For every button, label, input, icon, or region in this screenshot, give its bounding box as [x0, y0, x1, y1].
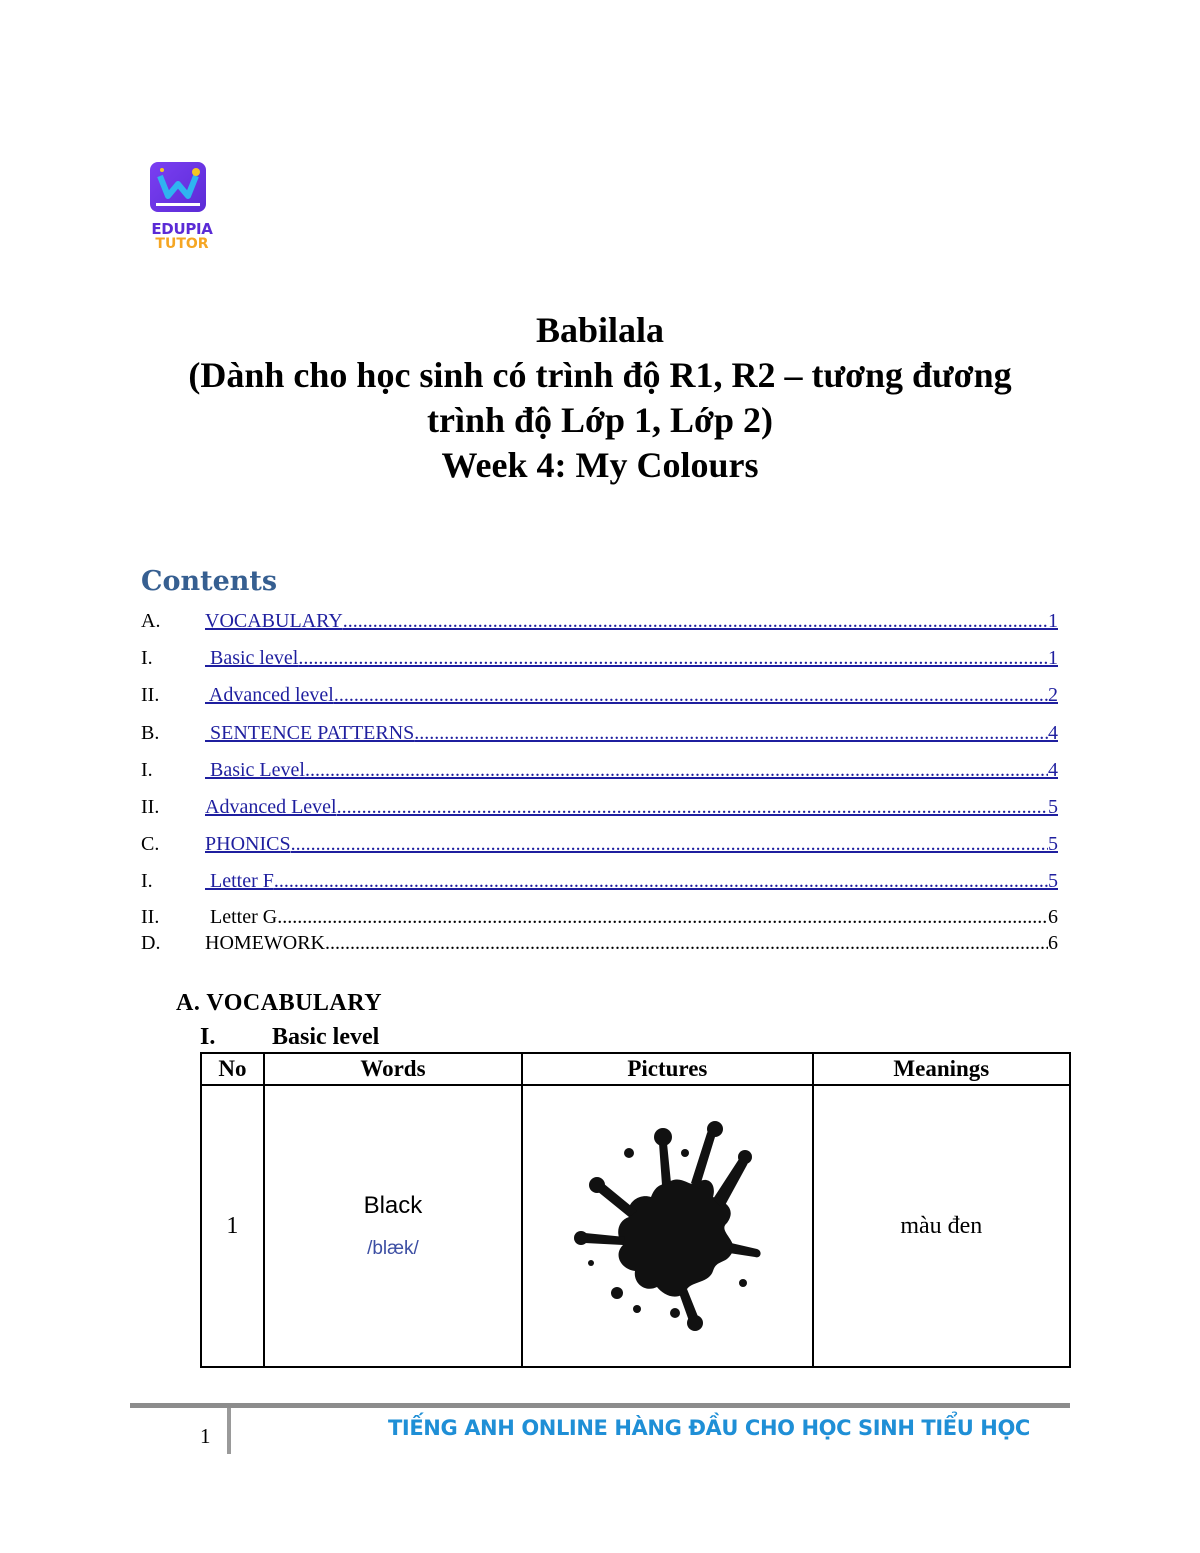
header-words: Words [264, 1053, 522, 1085]
footer-vertical-divider [227, 1408, 231, 1454]
header-no: No [201, 1053, 264, 1085]
title-line-4: Week 4: My Colours [441, 445, 759, 485]
toc-item-number: A. [141, 610, 161, 632]
toc-leader [277, 906, 1048, 929]
toc-item-page: 1 [1048, 610, 1058, 632]
title-line-2: (Dành cho học sinh có trình độ R1, R2 – tương đương [188, 355, 1012, 395]
toc-item-page: 5 [1048, 870, 1058, 892]
word-ipa: /blæk/ [367, 1238, 419, 1259]
toc-item[interactable] [141, 870, 1058, 896]
toc-leader [337, 796, 1048, 819]
toc-item-link[interactable] [205, 833, 1058, 856]
toc-item[interactable] [141, 796, 1058, 822]
toc-item-page: 5 [1048, 796, 1058, 818]
toc-item-number: I. [141, 759, 153, 781]
toc-item-label: Basic level [205, 647, 299, 669]
toc-item[interactable] [141, 906, 1058, 932]
toc-item[interactable] [141, 759, 1058, 785]
toc-item-page: 4 [1048, 722, 1058, 744]
toc-item-label: Letter F [205, 870, 274, 892]
toc-item-label: Advanced level [205, 684, 334, 706]
toc-leader [325, 932, 1048, 955]
page-number: 1 [200, 1424, 211, 1448]
toc-item-link[interactable] [205, 796, 1058, 819]
subsection-heading-basic-level [200, 1024, 379, 1051]
toc-item-number: D. [141, 932, 161, 954]
toc-leader [334, 684, 1048, 707]
toc-leader [305, 759, 1048, 782]
contents-heading: Contents [141, 566, 278, 597]
toc-item-link[interactable] [205, 647, 1058, 670]
footer-slogan: TIẾNG ANH ONLINE HÀNG ĐẦU CHO HỌC SINH TIỂU HỌC [388, 1416, 1030, 1440]
title-line-3: trình độ Lớp 1, Lớp 2) [427, 400, 773, 440]
toc-item-link[interactable] [205, 610, 1058, 633]
toc-item[interactable] [141, 647, 1058, 673]
cell-no: 1 [201, 1085, 264, 1367]
toc-item-page: 2 [1048, 684, 1058, 706]
toc-leader [414, 722, 1048, 745]
header-meanings: Meanings [813, 1053, 1070, 1085]
toc-item-number: II. [141, 684, 160, 706]
toc-item-link[interactable] [205, 906, 1058, 929]
toc-item-label: HOMEWORK [205, 932, 325, 954]
toc-item-link[interactable] [205, 684, 1058, 707]
toc-item[interactable] [141, 722, 1058, 748]
document-title [100, 308, 1100, 488]
table-row [201, 1085, 1070, 1367]
word-text: Black [363, 1192, 423, 1219]
toc-leader [274, 870, 1048, 893]
toc-item[interactable] [141, 932, 1058, 958]
toc-item-page: 4 [1048, 759, 1058, 781]
subsection-title: Basic level [272, 1024, 380, 1050]
toc-item-number: I. [141, 647, 153, 669]
toc-item[interactable] [141, 684, 1058, 710]
subsection-number: I. [200, 1024, 216, 1050]
toc-item-link[interactable] [205, 870, 1058, 893]
toc-item[interactable] [141, 833, 1058, 859]
black-ink-splash-image [567, 1113, 767, 1333]
toc-item-label: Basic Level [205, 759, 305, 781]
toc-item-label: VOCABULARY [205, 610, 343, 632]
toc-item-page: 5 [1048, 833, 1058, 855]
toc-item-number: II. [141, 906, 160, 928]
toc-item-link[interactable] [205, 722, 1058, 745]
toc-item-number: II. [141, 796, 160, 818]
footer-divider [130, 1403, 1070, 1408]
toc-leader [298, 647, 1048, 670]
toc-item-link[interactable] [205, 932, 1058, 955]
toc-item-number: C. [141, 833, 160, 855]
logo-book-icon [150, 162, 206, 212]
table-header-row [201, 1053, 1070, 1085]
toc-item-label: Advanced Level [205, 796, 337, 818]
toc-leader [291, 833, 1048, 856]
cell-picture [522, 1085, 813, 1367]
header-pictures: Pictures [522, 1053, 813, 1085]
toc-item[interactable] [141, 610, 1058, 636]
title-line-1: Babilala [535, 310, 665, 350]
toc-item-link[interactable] [205, 759, 1058, 782]
toc-leader [343, 610, 1048, 633]
toc-item-page: 6 [1048, 906, 1058, 928]
cell-word [264, 1085, 522, 1367]
toc-item-number: B. [141, 722, 160, 744]
section-heading-vocabulary: A. VOCABULARY [176, 990, 383, 1016]
toc-item-label: Letter G [205, 906, 278, 928]
logo-text-edupia: EDUPIA [151, 220, 213, 238]
toc-item-number: I. [141, 870, 153, 892]
toc-item-label: PHONICS [205, 833, 291, 855]
toc-item-page: 6 [1048, 932, 1058, 954]
logo-text-tutor: TUTOR [155, 236, 209, 252]
edupia-tutor-logo [146, 158, 218, 258]
cell-meaning: màu đen [813, 1085, 1070, 1367]
toc-item-page: 1 [1048, 647, 1058, 669]
toc-item-label: SENTENCE PATTERNS [205, 722, 415, 744]
vocabulary-table [200, 1052, 1071, 1368]
